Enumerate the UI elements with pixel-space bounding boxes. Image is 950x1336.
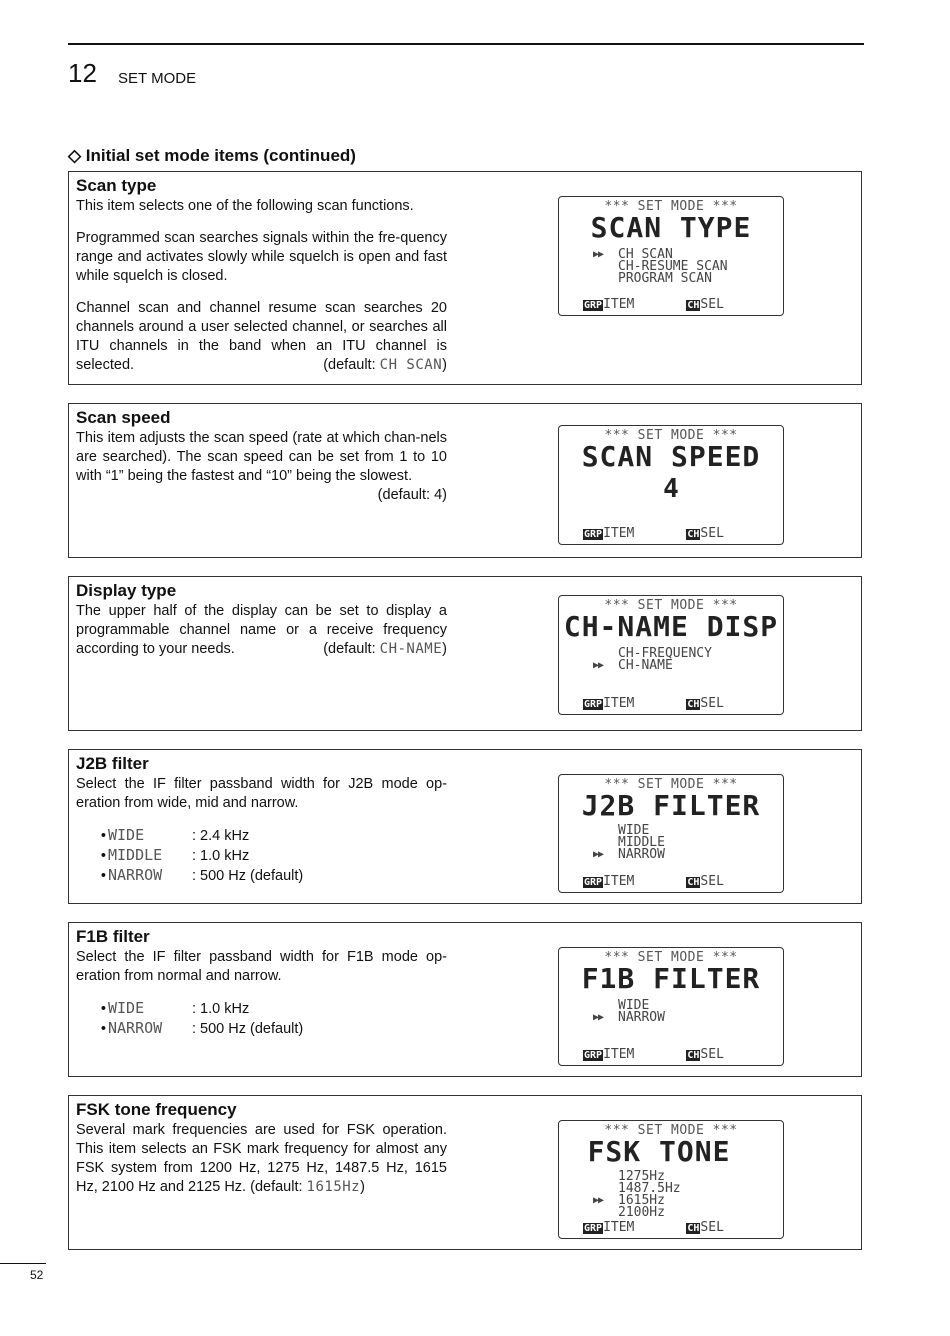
- grp-tag: GRP: [584, 300, 603, 311]
- item-paragraph: Programmed scan searches signals within the fre-quency range and activates slowly while squelch is open and fast while squelch is closed.: [76, 230, 447, 284]
- lcd-header: *** SET MODE ***: [604, 1123, 738, 1138]
- option-row: • NARROW : 500 Hz (default): [100, 1019, 304, 1037]
- option-list: [76, 826, 447, 886]
- item-j2b-filter: [68, 749, 862, 904]
- item-title: J2B filter: [76, 754, 149, 773]
- item-scan-type: [68, 171, 862, 385]
- lcd-display: [558, 595, 784, 715]
- option-row: • WIDE : 1.0 kHz: [100, 999, 250, 1017]
- item-description: [76, 775, 447, 886]
- option-row: • MIDDLE : 1.0 kHz: [100, 846, 250, 864]
- lcd-option: 1487.5Hz: [618, 1181, 681, 1196]
- item-paragraph: The upper half of the display can be set to display a programmable channel name or a receive frequency according to your needs. (default: CH-NAME): [76, 603, 447, 657]
- lcd-option: 1275Hz: [618, 1169, 665, 1184]
- ch-tag: CH: [687, 1223, 700, 1234]
- lcd-header: *** SET MODE ***: [604, 428, 738, 443]
- lcd-footer: GRPITEM CHSEL: [584, 874, 724, 889]
- cursor-arrow-icon: ▶▶: [593, 660, 604, 671]
- item-description: [76, 602, 447, 659]
- section-title: ◇ Initial set mode items (continued): [68, 146, 356, 165]
- lcd-display: [558, 774, 784, 893]
- lcd-option: 2100Hz: [618, 1205, 665, 1220]
- ch-tag: CH: [687, 529, 700, 540]
- cursor-arrow-icon: ▶▶: [593, 849, 604, 860]
- lcd-title: SCAN TYPE: [590, 211, 752, 244]
- lcd-title: J2B FILTER: [581, 789, 761, 822]
- default-value: CH-NAME: [379, 641, 443, 657]
- lcd-display: [558, 196, 784, 316]
- item-title: FSK tone frequency: [76, 1100, 237, 1119]
- chapter-number: 12: [68, 58, 97, 88]
- ch-tag: CH: [687, 1050, 700, 1061]
- item-title: Display type: [76, 581, 177, 600]
- lcd-option: CH-RESUME SCAN: [618, 259, 728, 274]
- ch-tag: CH: [687, 300, 700, 311]
- item-paragraph: This item adjusts the scan speed (rate at which chan-nels are searched). The scan speed can be set from 1 to 10 with “1” being the fastest and “10” being the slowest. (default: 4): [76, 430, 447, 503]
- page-number: 52: [30, 1268, 44, 1282]
- option-list: [76, 999, 447, 1039]
- item-title: F1B filter: [76, 927, 150, 946]
- lcd-value: 4: [663, 474, 679, 504]
- item-display-type: [68, 576, 862, 731]
- lcd-title: SCAN SPEED: [581, 440, 761, 473]
- lcd-option: WIDE: [618, 998, 650, 1013]
- top-rule: [68, 43, 864, 45]
- default-note: (default: CH SCAN): [323, 357, 447, 373]
- lcd-options: [593, 646, 712, 673]
- lcd-options: [593, 998, 665, 1025]
- lcd-options: [593, 1169, 681, 1220]
- grp-tag: GRP: [584, 1223, 603, 1234]
- lcd-option: MIDDLE: [618, 835, 665, 850]
- lcd-display: [558, 947, 784, 1066]
- default-value: 1615Hz: [306, 1179, 361, 1195]
- grp-tag: GRP: [584, 877, 603, 888]
- grp-tag: GRP: [584, 699, 603, 710]
- lcd-options: [593, 247, 728, 286]
- default-note: (default: CH-NAME): [323, 641, 447, 657]
- item-title: Scan type: [76, 176, 157, 195]
- lcd-option: ▶▶ CH SCAN: [593, 247, 673, 262]
- item-f1b-filter: [68, 922, 862, 1077]
- lcd-title: CH-NAME DISP: [563, 610, 779, 643]
- item-paragraph: Select the IF filter passband width for J2B mode op-eration from wide, mid and narrow.: [76, 776, 447, 811]
- item-description: [76, 1121, 447, 1197]
- lcd-header: *** SET MODE ***: [604, 777, 738, 792]
- item-description: [76, 197, 447, 375]
- default-note: (default: 1615Hz): [250, 1179, 365, 1195]
- lcd-title: F1B FILTER: [581, 962, 761, 995]
- lcd-header: *** SET MODE ***: [604, 199, 738, 214]
- lcd-option: ▶▶ NARROW: [593, 1010, 665, 1025]
- lcd-footer: GRPITEM CHSEL: [584, 696, 724, 711]
- item-paragraph: Select the IF filter passband width for F1B mode op-eration from normal and narrow.: [76, 949, 447, 984]
- lcd-option: ▶▶ NARROW: [593, 847, 665, 862]
- option-row: • WIDE : 2.4 kHz: [100, 826, 250, 844]
- lcd-header: *** SET MODE ***: [604, 950, 738, 965]
- lcd-footer: GRPITEM CHSEL: [584, 1047, 724, 1062]
- footer-rule: [0, 1263, 46, 1264]
- default-value: CH SCAN: [379, 357, 443, 373]
- chapter-title: SET MODE: [118, 70, 197, 87]
- grp-tag: GRP: [584, 1050, 603, 1061]
- cursor-arrow-icon: ▶▶: [593, 249, 604, 260]
- lcd-option: ▶▶ CH-NAME: [593, 658, 673, 673]
- item-paragraph: Several mark frequencies are used for FSK operation. This item selects an FSK mark frequency for almost any FSK system from 1200 Hz, 1275 Hz, 1487.5 Hz, 1615 Hz, 2100 Hz and 2125 Hz. (default: 1615Hz): [76, 1122, 447, 1195]
- lcd-options: [593, 823, 665, 862]
- lcd-option: ▶▶ 1615Hz: [593, 1193, 665, 1208]
- item-description: [76, 948, 447, 1039]
- item-description: [76, 429, 447, 505]
- lcd-footer: GRPITEM CHSEL: [584, 1220, 724, 1235]
- cursor-arrow-icon: ▶▶: [593, 1012, 604, 1023]
- ch-tag: CH: [687, 877, 700, 888]
- item-title: Scan speed: [76, 408, 171, 427]
- lcd-header: *** SET MODE ***: [604, 598, 738, 613]
- lcd-option: CH-FREQUENCY: [618, 646, 712, 661]
- cursor-arrow-icon: ▶▶: [593, 1195, 604, 1206]
- lcd-option: WIDE: [618, 823, 650, 838]
- option-row: • NARROW : 500 Hz (default): [100, 866, 304, 884]
- lcd-display: [558, 425, 784, 545]
- lcd-display: [558, 1120, 784, 1239]
- item-scan-speed: [68, 403, 862, 558]
- default-note: (default: 4): [377, 487, 447, 503]
- grp-tag: GRP: [584, 529, 603, 540]
- lcd-title: FSK TONE: [587, 1135, 731, 1168]
- item-paragraph: Channel scan and channel resume scan searches 20 channels around a user selected channel, or searches all ITU channels in the band when an ITU channel is selected. (default: CH SCAN): [76, 300, 447, 373]
- lcd-footer: GRPITEM CHSEL: [584, 526, 724, 541]
- lcd-footer: GRPITEM CHSEL: [584, 297, 724, 312]
- item-fsk-tone: [68, 1095, 862, 1250]
- item-paragraph: This item selects one of the following scan functions.: [76, 198, 414, 214]
- ch-tag: CH: [687, 699, 700, 710]
- lcd-option: PROGRAM SCAN: [618, 271, 712, 286]
